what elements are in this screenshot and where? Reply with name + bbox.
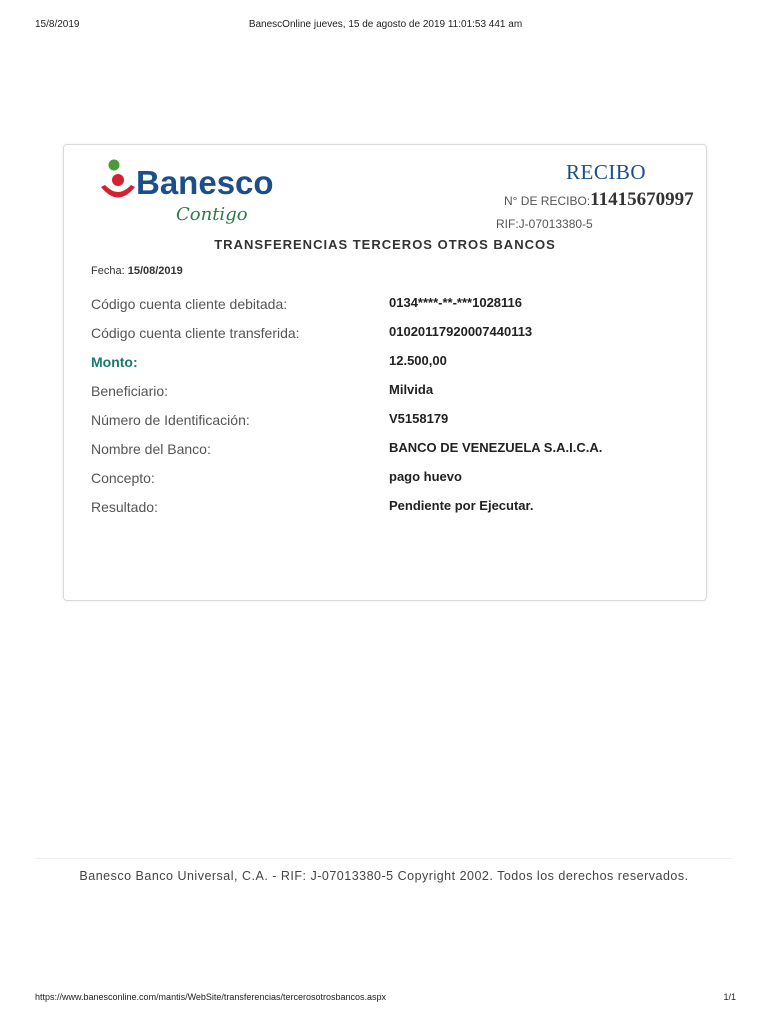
- detail-value: pago huevo: [389, 469, 462, 484]
- detail-row-concept: [91, 467, 691, 496]
- detail-label: Nombre del Banco:: [91, 441, 211, 457]
- footer-divider: [35, 858, 732, 859]
- banesco-logo: [98, 154, 278, 229]
- detail-label: Beneficiario:: [91, 383, 169, 399]
- print-header: [35, 19, 736, 33]
- logo-red-body: [101, 185, 135, 198]
- receipt-number-label: N° DE RECIBO:: [504, 194, 591, 208]
- logo-red-head: [112, 174, 124, 186]
- detail-label: Concepto:: [91, 470, 155, 486]
- date-line: [91, 265, 183, 277]
- detail-row-amount: [91, 351, 691, 380]
- detail-row-result: [91, 496, 691, 525]
- date-label: Fecha:: [91, 265, 125, 277]
- logo-brand-text: Banesco: [136, 164, 274, 201]
- receipt-number-value: 11415670997: [590, 189, 694, 210]
- transaction-type-title: TRANSFERENCIAS TERCEROS OTROS BANCOS: [214, 237, 556, 252]
- details-list: [91, 293, 691, 525]
- detail-row-credited-account: [91, 322, 691, 351]
- detail-label: Código cuenta cliente transferida:: [91, 325, 300, 341]
- receipt-rif: RIF:J-07013380-5: [496, 217, 593, 231]
- print-page-number: 1/1: [723, 992, 736, 1002]
- detail-value: Milvida: [389, 382, 434, 397]
- detail-row-beneficiary: [91, 380, 691, 409]
- logo-tagline-text: Contigo: [176, 204, 248, 225]
- date-value: 15/08/2019: [127, 265, 183, 277]
- detail-row-debited-account: [91, 293, 691, 322]
- print-url: https://www.banesconline.com/mantis/WebSite/transferencias/tercerosotrosbancos.aspx: [35, 992, 386, 1002]
- detail-label: Código cuenta cliente debitada:: [91, 296, 288, 312]
- detail-value: BANCO DE VENEZUELA S.A.I.C.A.: [389, 440, 603, 455]
- detail-value: 0134****-**-***1028116: [389, 295, 523, 310]
- detail-value: Pendiente por Ejecutar.: [389, 498, 534, 513]
- detail-label: Monto:: [91, 354, 138, 370]
- receipt-card: [63, 144, 707, 601]
- detail-value: 01020117920007440113: [389, 324, 533, 339]
- receipt-number: [504, 189, 694, 211]
- receipt-title: RECIBO: [566, 160, 647, 184]
- detail-value: V5158179: [389, 411, 449, 426]
- detail-row-bank-name: [91, 438, 691, 467]
- logo-green-dot: [109, 160, 120, 171]
- detail-label: Resultado:: [91, 499, 158, 515]
- print-date: 15/8/2019: [35, 19, 80, 30]
- copyright-text: Banesco Banco Universal, C.A. - RIF: J-07013380-5 Copyright 2002. Todos los derechos reservados.: [79, 869, 689, 883]
- detail-value: 12.500,00: [389, 353, 447, 368]
- print-footer: [35, 992, 736, 1006]
- detail-label: Número de Identificación:: [91, 412, 250, 428]
- detail-row-id-number: [91, 409, 691, 438]
- print-title: BanescOnline jueves, 15 de agosto de 2019 11:01:53 441 am: [248, 19, 523, 30]
